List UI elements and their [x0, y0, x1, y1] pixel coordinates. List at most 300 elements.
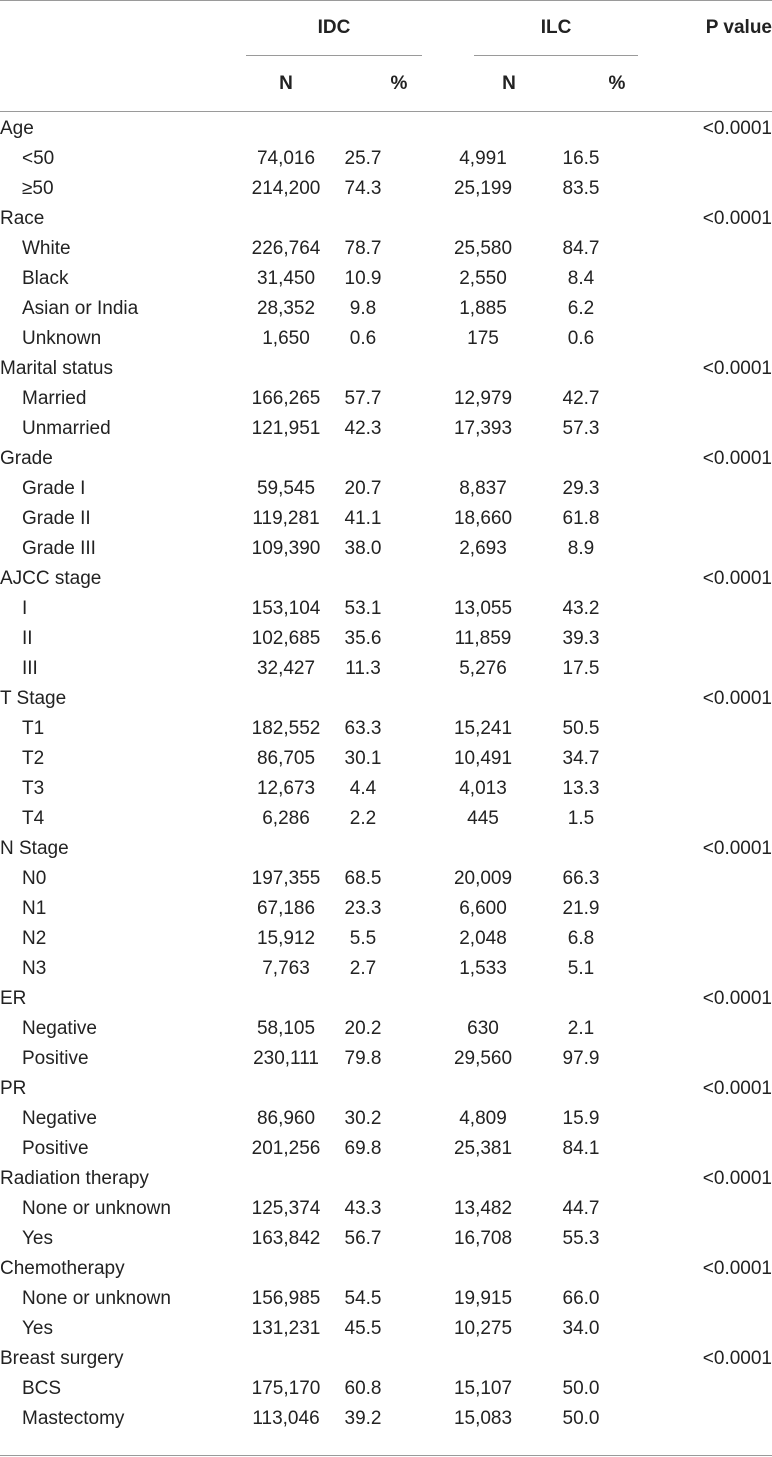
idc-n-cell: 12,673 [256, 778, 316, 799]
idc-pct-cell [326, 204, 448, 234]
ilc-n-cell: 1,533 [459, 958, 507, 979]
idc-pct-cell [326, 834, 448, 864]
ilc-n-cell: 12,979 [453, 388, 513, 409]
idc-pct-cell: 68.5 [344, 868, 382, 889]
idc-n-cell [246, 684, 326, 714]
p-value-cell [690, 414, 772, 444]
idc-pct-cell: 4.4 [349, 778, 377, 799]
idc-pct-cell: 2.7 [349, 958, 377, 979]
p-value-cell: <0.0001 [702, 838, 772, 859]
idc-pct-cell: 35.6 [344, 628, 382, 649]
p-value-cell [690, 1374, 772, 1404]
table-row [0, 144, 772, 174]
table-row [0, 594, 772, 624]
table-row [0, 804, 772, 834]
row-label: Yes [22, 1318, 53, 1339]
row-label: T2 [22, 748, 45, 769]
header-ilc: ILC [540, 17, 572, 38]
group-row [0, 444, 772, 474]
idc-n-cell: 131,231 [251, 1318, 321, 1339]
ilc-pct-cell [518, 684, 690, 714]
ilc-n-cell [448, 684, 518, 714]
ilc-pct-cell [518, 1344, 690, 1374]
ilc-pct-cell: 0.6 [567, 328, 595, 349]
group-row [0, 564, 772, 594]
row-label: Mastectomy [22, 1408, 125, 1429]
p-value-cell [690, 1044, 772, 1074]
row-label: Positive [22, 1138, 89, 1159]
idc-n-cell [246, 114, 326, 144]
p-value-cell: <0.0001 [702, 208, 772, 229]
ilc-n-cell [448, 354, 518, 384]
ilc-n-cell [448, 834, 518, 864]
p-value-cell: <0.0001 [702, 1258, 772, 1279]
idc-pct-cell: 56.7 [344, 1228, 382, 1249]
ilc-n-cell: 10,491 [453, 748, 513, 769]
ilc-n-cell: 2,693 [459, 538, 507, 559]
idc-pct-cell: 20.7 [344, 478, 382, 499]
idc-pct-cell: 11.3 [345, 658, 381, 679]
p-value-cell [690, 1404, 772, 1434]
idc-n-cell: 109,390 [251, 538, 321, 559]
row-label: AJCC stage [0, 568, 102, 589]
table-row [0, 1404, 772, 1434]
idc-pct-cell: 74.3 [344, 178, 382, 199]
idc-subrule [246, 55, 422, 56]
ilc-pct-cell: 84.7 [562, 238, 600, 259]
idc-n-cell: 7,763 [262, 958, 310, 979]
row-label: None or unknown [22, 1198, 171, 1219]
idc-n-cell: 197,355 [251, 868, 321, 889]
idc-n-cell [246, 1164, 326, 1194]
row-label: Black [22, 268, 69, 289]
idc-pct-cell: 9.8 [349, 298, 377, 319]
idc-pct-cell: 30.1 [344, 748, 382, 769]
idc-pct-cell [326, 984, 448, 1014]
idc-n-cell [246, 834, 326, 864]
idc-n-cell [246, 204, 326, 234]
row-label: Negative [22, 1018, 97, 1039]
idc-pct-cell: 63.3 [344, 718, 382, 739]
row-label: Marital status [0, 358, 113, 379]
ilc-pct-cell: 50.0 [562, 1378, 600, 1399]
data-table [0, 114, 772, 1434]
idc-n-cell: 175,170 [251, 1378, 321, 1399]
idc-n-cell: 121,951 [251, 418, 321, 439]
p-value-cell: <0.0001 [702, 1168, 772, 1189]
row-label: N1 [22, 898, 47, 919]
ilc-pct-cell [518, 354, 690, 384]
table-row [0, 414, 772, 444]
idc-n-cell: 86,960 [256, 1108, 316, 1129]
table-row [0, 1284, 772, 1314]
row-label: N Stage [0, 838, 69, 859]
ilc-n-cell [448, 984, 518, 1014]
idc-pct-cell [326, 354, 448, 384]
idc-pct-cell: 0.6 [349, 328, 377, 349]
ilc-pct-cell [518, 1074, 690, 1104]
p-value-cell [690, 474, 772, 504]
ilc-n-cell: 13,055 [453, 598, 513, 619]
row-label: None or unknown [22, 1288, 171, 1309]
idc-pct-cell [326, 684, 448, 714]
idc-n-cell: 32,427 [256, 658, 316, 679]
p-value-cell [690, 594, 772, 624]
header-ilc-pct: % [608, 73, 626, 94]
ilc-pct-cell [518, 444, 690, 474]
ilc-n-cell [448, 564, 518, 594]
ilc-pct-cell: 21.9 [562, 898, 600, 919]
idc-pct-cell [326, 1164, 448, 1194]
table-row [0, 744, 772, 774]
ilc-n-cell [448, 204, 518, 234]
idc-n-cell [246, 354, 326, 384]
ilc-pct-cell: 84.1 [562, 1138, 600, 1159]
table-row [0, 264, 772, 294]
ilc-n-cell: 13,482 [453, 1198, 513, 1219]
table-row [0, 1044, 772, 1074]
p-value-cell [690, 144, 772, 174]
idc-pct-cell [326, 564, 448, 594]
header-p-value: P value [705, 17, 772, 38]
row-label: Positive [22, 1048, 89, 1069]
table-row [0, 294, 772, 324]
idc-pct-cell [326, 114, 448, 144]
ilc-pct-cell: 6.2 [567, 298, 595, 319]
row-label: BCS [22, 1378, 62, 1399]
bottom-rule [0, 1455, 772, 1456]
ilc-pct-cell: 61.8 [562, 508, 600, 529]
ilc-pct-cell: 83.5 [562, 178, 600, 199]
p-value-cell [690, 954, 772, 984]
idc-pct-cell: 41.1 [344, 508, 382, 529]
ilc-pct-cell: 55.3 [562, 1228, 600, 1249]
table-row [0, 234, 772, 264]
row-label: Grade I [22, 478, 86, 499]
ilc-n-cell: 445 [467, 808, 499, 829]
ilc-pct-cell: 6.8 [567, 928, 595, 949]
group-row [0, 114, 772, 144]
p-value-cell [690, 1194, 772, 1224]
idc-n-cell: 102,685 [251, 628, 321, 649]
p-value-cell [690, 264, 772, 294]
row-label: Chemotherapy [0, 1258, 125, 1279]
ilc-n-cell: 25,381 [453, 1138, 513, 1159]
ilc-n-cell: 25,199 [453, 178, 513, 199]
idc-n-cell: 15,912 [256, 928, 316, 949]
ilc-pct-cell: 2.1 [567, 1018, 595, 1039]
row-label: I [22, 598, 28, 619]
idc-n-cell [246, 444, 326, 474]
ilc-n-cell: 2,048 [459, 928, 507, 949]
row-label: III [22, 658, 38, 679]
idc-n-cell: 226,764 [251, 238, 321, 259]
row-label: II [22, 628, 33, 649]
p-value-cell [690, 624, 772, 654]
ilc-pct-cell: 17.5 [562, 658, 600, 679]
ilc-pct-cell: 34.7 [562, 748, 600, 769]
p-value-cell: <0.0001 [702, 988, 772, 1009]
idc-pct-cell: 25.7 [344, 148, 382, 169]
ilc-n-cell [448, 1254, 518, 1284]
group-row [0, 834, 772, 864]
row-label: Unknown [22, 328, 102, 349]
p-value-cell [690, 294, 772, 324]
ilc-pct-cell [518, 114, 690, 144]
idc-n-cell: 153,104 [251, 598, 321, 619]
ilc-n-cell: 15,107 [453, 1378, 513, 1399]
row-label: Grade II [22, 508, 91, 529]
idc-n-cell: 182,552 [251, 718, 321, 739]
idc-n-cell: 31,450 [256, 268, 316, 289]
table-row [0, 384, 772, 414]
idc-pct-cell: 10.9 [344, 268, 382, 289]
idc-n-cell [246, 1344, 326, 1374]
p-value-cell: <0.0001 [702, 118, 772, 139]
ilc-n-cell: 20,009 [453, 868, 513, 889]
table-row [0, 1194, 772, 1224]
table-row [0, 1374, 772, 1404]
row-label: N3 [22, 958, 47, 979]
ilc-pct-cell: 5.1 [567, 958, 595, 979]
ilc-n-cell: 2,550 [459, 268, 507, 289]
idc-n-cell [246, 1254, 326, 1284]
table-row [0, 774, 772, 804]
idc-n-cell: 74,016 [256, 148, 316, 169]
ilc-pct-cell: 8.4 [567, 268, 595, 289]
p-value-cell [690, 864, 772, 894]
row-label: White [22, 238, 71, 259]
row-label: N2 [22, 928, 47, 949]
ilc-n-cell: 17,393 [453, 418, 513, 439]
ilc-pct-cell: 66.3 [562, 868, 600, 889]
idc-n-cell: 125,374 [251, 1198, 321, 1219]
row-label: T1 [22, 718, 45, 739]
ilc-n-cell: 10,275 [453, 1318, 513, 1339]
p-value-cell [690, 234, 772, 264]
idc-n-cell: 1,650 [262, 328, 310, 349]
p-value-cell [690, 1314, 772, 1344]
header-idc: IDC [317, 17, 351, 38]
ilc-n-cell: 1,885 [459, 298, 507, 319]
table-row [0, 924, 772, 954]
row-label: Unmarried [22, 418, 111, 439]
table-row [0, 1014, 772, 1044]
p-value-cell [690, 534, 772, 564]
ilc-pct-cell [518, 564, 690, 594]
ilc-n-cell: 16,708 [453, 1228, 513, 1249]
table-row [0, 1224, 772, 1254]
table-row [0, 714, 772, 744]
ilc-n-cell: 4,809 [459, 1108, 507, 1129]
ilc-pct-cell: 44.7 [562, 1198, 600, 1219]
row-label: N0 [22, 868, 47, 889]
table-row [0, 324, 772, 354]
group-row [0, 684, 772, 714]
idc-pct-cell: 42.3 [344, 418, 382, 439]
ilc-pct-cell: 42.7 [562, 388, 600, 409]
table-row [0, 624, 772, 654]
idc-n-cell: 163,842 [251, 1228, 321, 1249]
idc-pct-cell: 78.7 [344, 238, 382, 259]
p-value-cell [690, 1014, 772, 1044]
row-label: Race [0, 208, 45, 229]
row-label: Negative [22, 1108, 97, 1129]
idc-pct-cell [326, 1344, 448, 1374]
ilc-pct-cell: 50.0 [562, 1408, 600, 1429]
row-label: Yes [22, 1228, 53, 1249]
ilc-pct-cell: 39.3 [562, 628, 600, 649]
p-value-cell [690, 174, 772, 204]
ilc-subrule [474, 55, 638, 56]
ilc-pct-cell: 66.0 [562, 1288, 600, 1309]
ilc-n-cell: 4,013 [459, 778, 507, 799]
table-row [0, 954, 772, 984]
ilc-pct-cell: 50.5 [562, 718, 600, 739]
idc-n-cell: 59,545 [256, 478, 316, 499]
table-row [0, 1314, 772, 1344]
table-row [0, 1104, 772, 1134]
idc-n-cell [246, 984, 326, 1014]
p-value-cell [690, 1224, 772, 1254]
group-row [0, 354, 772, 384]
p-value-cell [690, 894, 772, 924]
p-value-cell: <0.0001 [702, 688, 772, 709]
ilc-pct-cell: 1.5 [567, 808, 595, 829]
ilc-pct-cell: 13.3 [562, 778, 600, 799]
p-value-cell: <0.0001 [702, 1078, 772, 1099]
ilc-pct-cell: 29.3 [562, 478, 600, 499]
ilc-pct-cell: 97.9 [562, 1048, 600, 1069]
idc-n-cell: 86,705 [256, 748, 316, 769]
p-value-cell [690, 774, 772, 804]
idc-pct-cell: 69.8 [344, 1138, 382, 1159]
table-row [0, 474, 772, 504]
idc-pct-cell: 43.3 [344, 1198, 382, 1219]
idc-n-cell: 214,200 [251, 178, 321, 199]
group-row [0, 1254, 772, 1284]
table-row [0, 1134, 772, 1164]
idc-n-cell: 230,111 [253, 1048, 319, 1069]
idc-n-cell [246, 1074, 326, 1104]
ilc-n-cell: 4,991 [459, 148, 507, 169]
row-label: T4 [22, 808, 45, 829]
idc-pct-cell: 45.5 [344, 1318, 382, 1339]
p-value-cell [690, 504, 772, 534]
row-label: Grade [0, 448, 53, 469]
ilc-n-cell [448, 444, 518, 474]
ilc-n-cell: 8,837 [459, 478, 507, 499]
table-row [0, 534, 772, 564]
ilc-pct-cell: 43.2 [562, 598, 600, 619]
table-row [0, 504, 772, 534]
row-label: T Stage [0, 688, 67, 709]
p-value-cell [690, 384, 772, 414]
p-value-cell [690, 1284, 772, 1314]
table-row [0, 894, 772, 924]
ilc-pct-cell: 15.9 [562, 1108, 600, 1129]
idc-n-cell: 156,985 [251, 1288, 321, 1309]
ilc-pct-cell [518, 984, 690, 1014]
ilc-pct-cell: 8.9 [567, 538, 595, 559]
row-label: ≥50 [22, 178, 54, 199]
row-label: Grade III [22, 538, 96, 559]
group-row [0, 1074, 772, 1104]
table-row [0, 174, 772, 204]
idc-pct-cell: 38.0 [344, 538, 382, 559]
group-row [0, 1344, 772, 1374]
ilc-n-cell: 19,915 [453, 1288, 513, 1309]
ilc-n-cell: 11,859 [454, 628, 512, 649]
row-label: Breast surgery [0, 1348, 124, 1369]
header-idc-pct: % [390, 73, 408, 94]
p-value-cell [690, 714, 772, 744]
idc-n-cell: 201,256 [251, 1138, 321, 1159]
idc-pct-cell: 30.2 [344, 1108, 382, 1129]
ilc-n-cell: 29,560 [453, 1048, 513, 1069]
idc-pct-cell: 54.5 [344, 1288, 382, 1309]
idc-n-cell: 113,046 [252, 1408, 320, 1429]
ilc-n-cell: 25,580 [453, 238, 513, 259]
p-value-cell [690, 924, 772, 954]
idc-pct-cell: 20.2 [344, 1018, 382, 1039]
p-value-cell [690, 1134, 772, 1164]
idc-pct-cell [326, 444, 448, 474]
ilc-pct-cell [518, 1164, 690, 1194]
idc-pct-cell: 23.3 [344, 898, 382, 919]
ilc-n-cell: 15,241 [453, 718, 513, 739]
idc-n-cell [246, 564, 326, 594]
idc-pct-cell: 79.8 [344, 1048, 382, 1069]
group-row [0, 984, 772, 1014]
header-idc-n: N [279, 73, 293, 94]
p-value-cell [690, 804, 772, 834]
ilc-n-cell: 630 [467, 1018, 499, 1039]
idc-n-cell: 28,352 [256, 298, 316, 319]
row-label: Asian or India [22, 298, 139, 319]
idc-pct-cell [326, 1074, 448, 1104]
p-value-cell [690, 1104, 772, 1134]
row-label: <50 [22, 148, 55, 169]
p-value-cell: <0.0001 [702, 1348, 772, 1369]
ilc-n-cell: 175 [467, 328, 499, 349]
header-rule [0, 111, 772, 112]
ilc-n-cell [448, 1074, 518, 1104]
group-row [0, 204, 772, 234]
ilc-pct-cell: 16.5 [562, 148, 600, 169]
ilc-pct-cell: 57.3 [562, 418, 600, 439]
idc-n-cell: 166,265 [251, 388, 321, 409]
idc-pct-cell: 2.2 [349, 808, 377, 829]
ilc-n-cell: 5,276 [459, 658, 507, 679]
ilc-pct-cell [518, 834, 690, 864]
ilc-n-cell: 15,083 [453, 1408, 513, 1429]
ilc-n-cell: 18,660 [453, 508, 513, 529]
idc-n-cell: 58,105 [256, 1018, 316, 1039]
p-value-cell [690, 654, 772, 684]
idc-pct-cell: 53.1 [344, 598, 382, 619]
row-label: Age [0, 118, 34, 139]
idc-n-cell: 67,186 [256, 898, 316, 919]
idc-pct-cell: 39.2 [344, 1408, 382, 1429]
p-value-cell: <0.0001 [702, 568, 772, 589]
p-value-cell [690, 324, 772, 354]
idc-pct-cell: 60.8 [344, 1378, 382, 1399]
ilc-pct-cell [518, 204, 690, 234]
top-rule [0, 0, 772, 1]
group-row [0, 1164, 772, 1194]
p-value-cell: <0.0001 [702, 448, 772, 469]
